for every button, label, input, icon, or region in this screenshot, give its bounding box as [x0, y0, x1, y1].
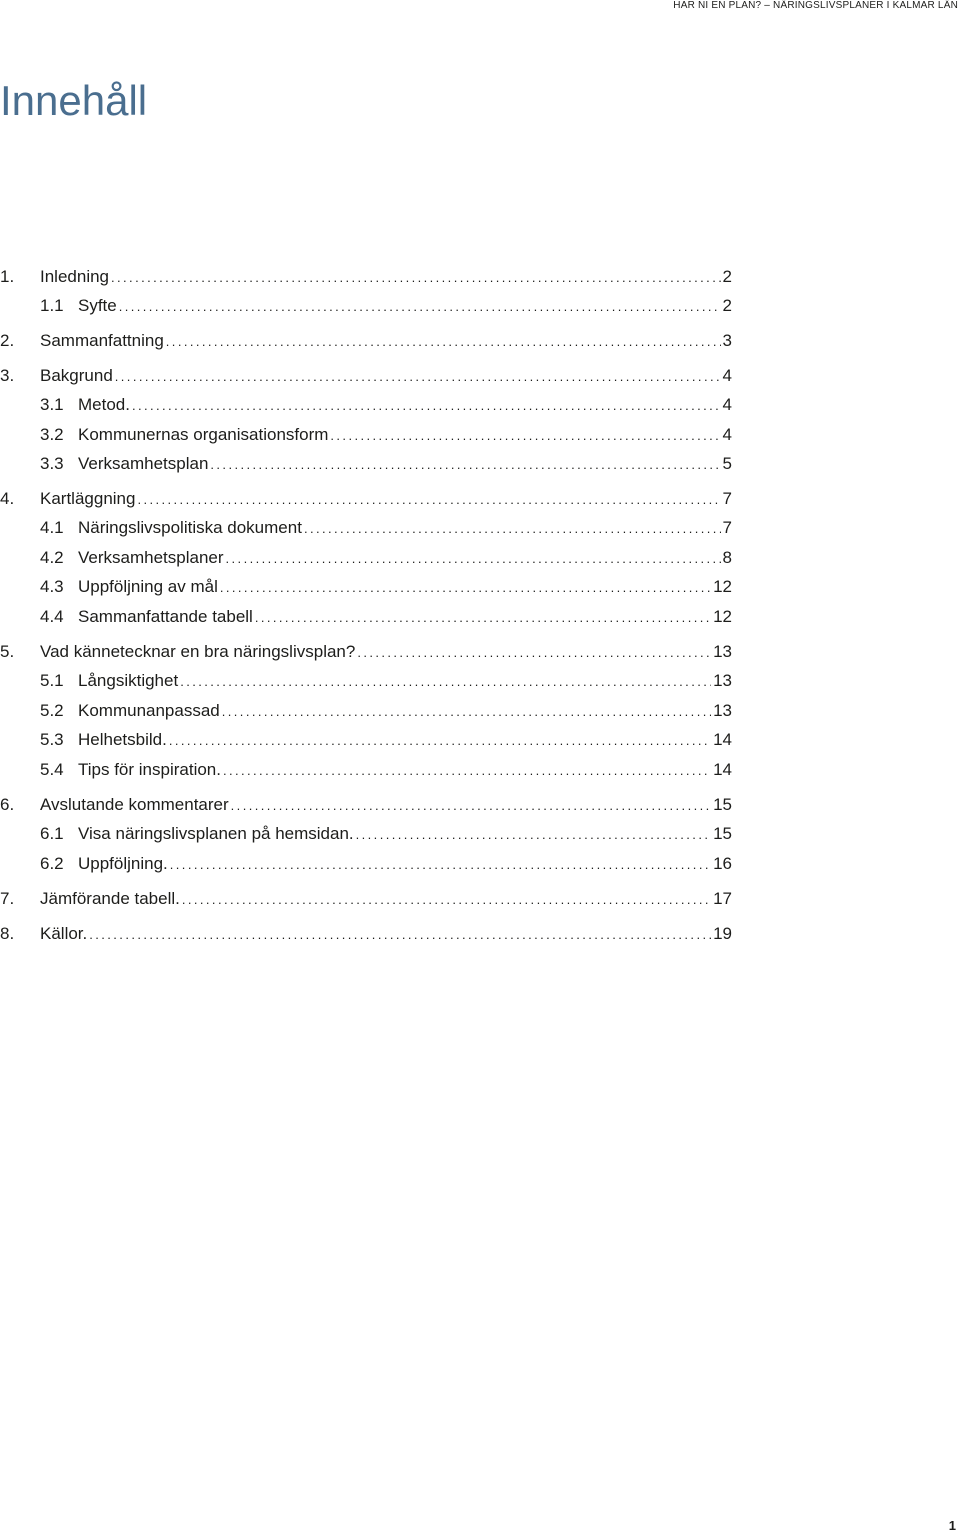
toc-entry-number: 4.	[0, 489, 15, 508]
toc-entry-label: Helhetsbild.	[78, 730, 167, 749]
toc-dot-leader	[255, 607, 711, 629]
toc-dot-leader	[111, 267, 721, 289]
toc-entry-number: 3.3	[40, 454, 64, 473]
toc-entry-page: 8	[722, 548, 732, 567]
toc-dot-leader	[166, 331, 721, 353]
toc-entry-number: 4.2	[40, 548, 64, 567]
toc-entry-label: Tips för inspiration.	[78, 760, 221, 779]
toc-entry-label: Syfte	[78, 296, 117, 315]
toc-entry-label: Sammanfattning	[40, 331, 164, 350]
toc-entry-page: 4	[722, 366, 732, 385]
toc-entry[interactable]	[0, 923, 732, 945]
toc-entry-label: Metod.	[78, 395, 130, 414]
toc-entry-number: 1.1	[40, 296, 64, 315]
toc-entry-label: Avslutande kommentarer	[40, 795, 229, 814]
toc-entry-page: 13	[713, 701, 732, 720]
toc-entry-page: 7	[722, 489, 732, 508]
toc-entry-number: 4.3	[40, 577, 64, 596]
toc-entry-label: Visa näringslivsplanen på hemsidan.	[78, 824, 354, 843]
toc-entry-number: 5.4	[40, 760, 64, 779]
toc-entry-page: 16	[713, 854, 732, 873]
toc-entry-label: Verksamhetsplan	[78, 454, 209, 473]
toc-entry-label: Verksamhetsplaner	[78, 548, 224, 567]
toc-entry-page: 13	[713, 671, 732, 690]
toc-dot-leader	[89, 924, 711, 946]
toc-entry-label: Kommunanpassad	[78, 701, 220, 720]
toc-dot-leader	[210, 454, 720, 476]
toc-dot-leader	[231, 795, 711, 817]
toc-entry[interactable]	[0, 394, 732, 416]
toc-entry[interactable]	[0, 517, 732, 539]
toc-entry[interactable]	[0, 606, 732, 628]
toc-entry-number: 4.4	[40, 607, 64, 626]
toc-entry-number: 7.	[0, 889, 15, 908]
toc-entry-page: 5	[722, 454, 732, 473]
toc-entry[interactable]	[0, 453, 732, 475]
toc-entry-number: 5.1	[40, 671, 64, 690]
toc-entry[interactable]	[0, 823, 732, 845]
toc-entry-page: 17	[713, 889, 732, 908]
toc-entry-number: 2.	[0, 331, 15, 350]
toc-entry[interactable]	[0, 888, 732, 910]
toc-entry-page: 15	[713, 824, 732, 843]
toc-entry-page: 7	[722, 518, 732, 537]
toc-entry-label: Uppföljning av mål	[78, 577, 218, 596]
toc-entry-label: Jämförande tabell.	[40, 889, 180, 908]
toc-entry-label: Näringslivspolitiska dokument	[78, 518, 302, 537]
toc-entry-number: 8.	[0, 924, 15, 943]
toc-dot-leader	[226, 548, 721, 570]
toc-entry-page: 4	[722, 395, 732, 414]
toc-entry-number: 5.2	[40, 701, 64, 720]
toc-entry-label: Bakgrund	[40, 366, 113, 385]
toc-entry[interactable]	[0, 266, 732, 288]
toc-entry-label: Kartläggning	[40, 489, 136, 508]
toc-entry-number: 6.	[0, 795, 15, 814]
toc-dot-leader	[132, 395, 721, 417]
running-header: HAR NI EN PLAN? – NÄRINGSLIVSPLANER I KALMAR LÄN	[673, 0, 958, 11]
toc-entry-label: Vad kännetecknar en bra näringslivsplan?	[40, 642, 356, 661]
toc-dot-leader	[169, 730, 711, 752]
toc-entry[interactable]	[0, 670, 732, 692]
toc-entry[interactable]	[0, 547, 732, 569]
toc-entry[interactable]	[0, 488, 732, 510]
toc-entry-page: 3	[722, 331, 732, 350]
toc-dot-leader	[182, 889, 711, 911]
toc-dot-leader	[170, 854, 711, 876]
toc-entry[interactable]	[0, 794, 732, 816]
toc-entry-number: 5.3	[40, 730, 64, 749]
toc-dot-leader	[304, 518, 721, 540]
toc-entry-page: 12	[713, 577, 732, 596]
toc-dot-leader	[222, 701, 711, 723]
toc-entry-number: 1.	[0, 267, 15, 286]
toc-dot-leader	[223, 760, 711, 782]
toc-entry-page: 12	[713, 607, 732, 626]
toc-entry-label: Inledning	[40, 267, 110, 286]
toc-entry[interactable]	[0, 700, 732, 722]
toc-entry-label: Långsiktighet	[78, 671, 179, 690]
toc-dot-leader	[357, 642, 711, 664]
toc-dot-leader	[330, 425, 720, 447]
toc-dot-leader	[119, 296, 721, 318]
toc-entry-page: 13	[713, 642, 732, 661]
toc-entry[interactable]	[0, 853, 732, 875]
toc-dot-leader	[356, 824, 711, 846]
toc-entry-label: Sammanfattande tabell	[78, 607, 253, 626]
toc-entry[interactable]	[0, 295, 732, 317]
toc-entry-page: 14	[713, 760, 732, 779]
toc-entry[interactable]	[0, 759, 732, 781]
toc-entry-page: 4	[722, 425, 732, 444]
toc-dot-leader	[220, 577, 711, 599]
page-title: Innehåll	[0, 77, 148, 124]
page-number: 1	[948, 1518, 956, 1533]
toc-entry[interactable]	[0, 365, 732, 387]
toc-entry-number: 3.	[0, 366, 15, 385]
toc-dot-leader	[180, 671, 711, 693]
toc-entry-number: 5.	[0, 642, 15, 661]
toc-entry-page: 14	[713, 730, 732, 749]
toc-entry-number: 4.1	[40, 518, 64, 537]
toc-entry[interactable]	[0, 576, 732, 598]
toc-entry-number: 3.1	[40, 395, 64, 414]
toc-entry[interactable]	[0, 641, 732, 663]
toc-entry[interactable]	[0, 330, 732, 352]
toc-entry-label: Källor.	[40, 924, 88, 943]
toc-entry-page: 15	[713, 795, 732, 814]
toc-entry-number: 6.1	[40, 824, 64, 843]
toc-entry-label: Uppföljning.	[78, 854, 168, 873]
toc-dot-leader	[137, 489, 720, 511]
toc-entry-page: 2	[722, 267, 732, 286]
toc-entry[interactable]	[0, 424, 732, 446]
toc-dot-leader	[115, 366, 721, 388]
toc-entry-page: 19	[713, 924, 732, 943]
toc-entry-number: 3.2	[40, 425, 64, 444]
toc-entry-number: 6.2	[40, 854, 64, 873]
toc-entry-label: Kommunernas organisationsform	[78, 425, 329, 444]
toc-entry[interactable]	[0, 729, 732, 751]
toc-entry-page: 2	[722, 296, 732, 315]
